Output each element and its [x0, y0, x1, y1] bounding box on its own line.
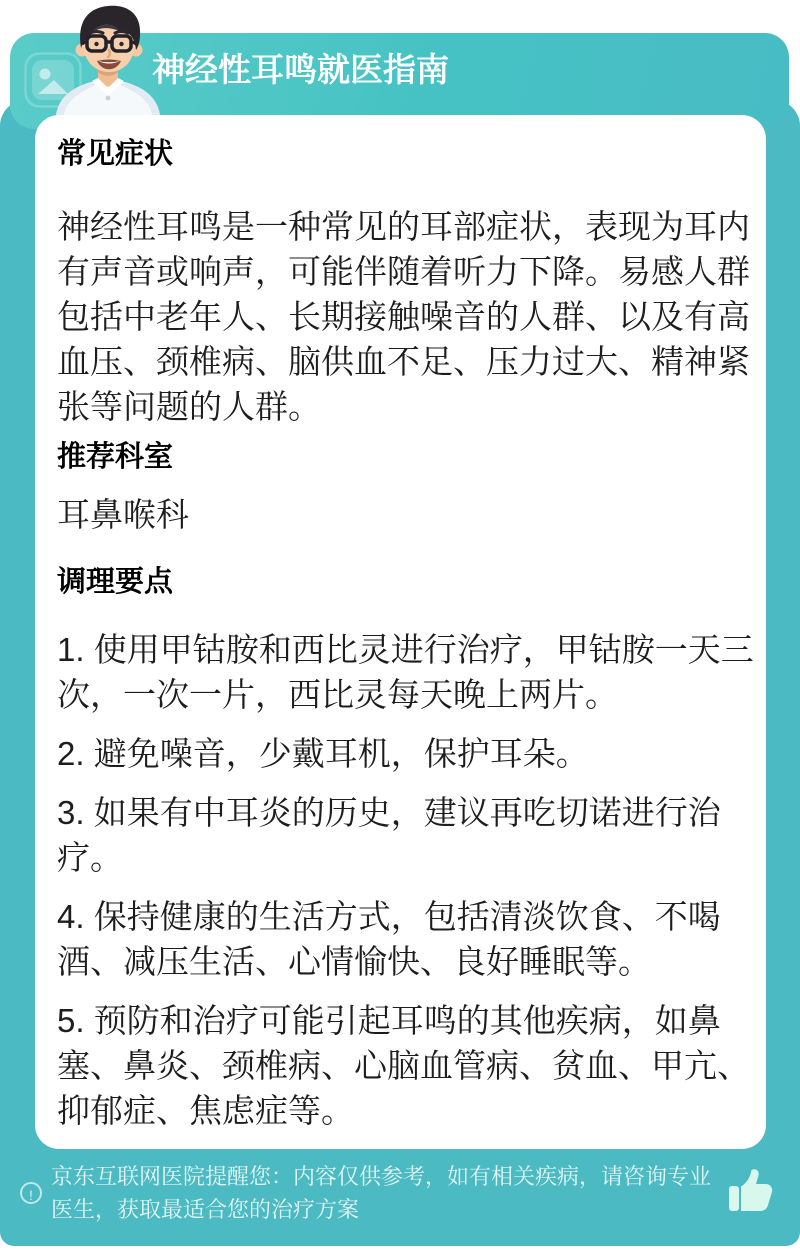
care-point: 2. 避免噪音，少戴耳机，保护耳朵。 [57, 735, 589, 772]
care-point: 3. 如果有中耳炎的历史，建议再吃切诺进行治疗。 [57, 794, 721, 876]
section-title-symptoms: 常见症状 [57, 138, 174, 170]
page-title: 神经性耳鸣就医指南 [152, 51, 449, 88]
thumbs-up-icon[interactable] [725, 1167, 775, 1220]
care-point: 1. 使用甲钴胺和西比灵进行治疗，甲钴胺一天三次，一次一片，西比灵每天晚上两片。 [57, 631, 754, 713]
doctor-avatar [52, 2, 164, 120]
department-value: 耳鼻喉科 [57, 496, 189, 533]
symptoms-text: 神经性耳鸣是一种常见的耳部症状，表现为耳内有声音或响声，可能伴随着听力下降。易感人群包括中老年人、长期接触噪音的人群、以及有高血压、颈椎病、脑供血不足、压力过大、精神紧张等问题的人群。 [57, 208, 750, 425]
care-point: 5. 预防和治疗可能引起耳鸣的其他疾病，如鼻塞、鼻炎、颈椎病、心脑血管病、贫血、甲亢、抑郁症、焦虑症等。 [57, 1002, 750, 1129]
disclaimer-footer [20, 1160, 782, 1226]
section-title-care: 调理要点 [57, 566, 174, 598]
guide-card [35, 115, 766, 1149]
info-icon: ! [20, 1182, 42, 1204]
disclaimer-text: 京东互联网医院提醒您：内容仅供参考，如有相关疾病，请咨询专业医生，获取最适合您的治疗方案 [51, 1164, 712, 1222]
section-title-department: 推荐科室 [57, 441, 174, 473]
care-points-list [57, 627, 760, 1133]
care-point: 4. 保持健康的生活方式，包括清淡饮食、不喝酒、减压生活、心情愉快、良好睡眠等。 [57, 898, 721, 980]
